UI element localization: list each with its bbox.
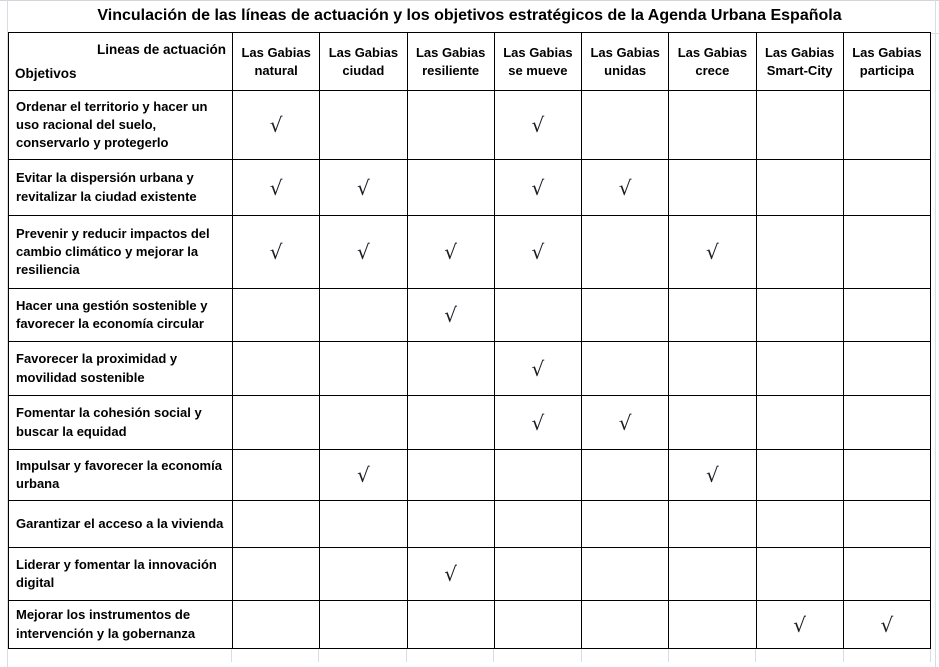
check-cell-empty — [407, 342, 494, 396]
check-cell-empty — [756, 91, 843, 160]
check-cell-checked — [233, 216, 320, 289]
check-cell-checked — [233, 160, 320, 216]
check-cell-checked — [320, 160, 407, 216]
column-header-unidas: Las Gabias unidas — [582, 33, 669, 91]
check-cell-empty — [407, 601, 494, 649]
table-row — [9, 548, 931, 601]
gridline-top — [0, 0, 939, 1]
objective-cell: Garantizar el acceso a la vivienda — [9, 501, 233, 548]
check-cell-empty — [320, 91, 407, 160]
check-cell-empty — [407, 396, 494, 450]
check-icon: √ — [706, 240, 719, 264]
gridline-extension-cell — [669, 649, 756, 662]
check-cell-empty — [320, 396, 407, 450]
check-cell-checked — [407, 289, 494, 342]
check-cell-empty — [407, 501, 494, 548]
check-cell-empty — [494, 548, 581, 601]
check-cell-empty — [843, 216, 930, 289]
check-cell-checked — [494, 216, 581, 289]
table-row — [9, 216, 931, 289]
check-cell-empty — [320, 289, 407, 342]
check-cell-empty — [582, 342, 669, 396]
check-cell-empty — [320, 342, 407, 396]
check-cell-empty — [407, 450, 494, 501]
check-cell-empty — [669, 548, 756, 601]
check-icon: √ — [269, 113, 283, 137]
check-cell-checked — [582, 160, 669, 216]
check-cell-empty — [320, 548, 407, 601]
column-header-se-mueve: Las Gabias se mueve — [494, 33, 581, 91]
objective-cell: Favorecer la proximidad y movilidad sostenible — [9, 342, 233, 396]
check-cell-checked — [233, 91, 320, 160]
check-cell-checked — [843, 601, 930, 649]
check-cell-checked — [669, 216, 756, 289]
check-cell-empty — [843, 501, 930, 548]
objective-cell: Prevenir y reducir impactos del cambio climático y mejorar la resiliencia — [9, 216, 233, 289]
check-cell-checked — [494, 91, 581, 160]
objective-cell: Liderar y fomentar la innovación digital — [9, 548, 233, 601]
check-cell-empty — [582, 91, 669, 160]
check-icon: √ — [793, 612, 806, 637]
check-cell-checked — [320, 450, 407, 501]
gridline-extension-cell — [494, 649, 581, 662]
check-icon: √ — [269, 175, 283, 200]
corner-header-cell — [9, 33, 233, 91]
check-cell-empty — [756, 548, 843, 601]
check-cell-empty — [320, 501, 407, 548]
check-cell-empty — [669, 396, 756, 450]
table-row — [9, 450, 931, 501]
check-icon: √ — [618, 175, 632, 200]
check-cell-empty — [494, 601, 581, 649]
column-header-natural: Las Gabias natural — [233, 33, 320, 91]
corner-bottom-label: Objetivos — [15, 65, 77, 81]
table-row — [9, 91, 931, 160]
check-cell-checked — [407, 216, 494, 289]
check-icon: √ — [880, 612, 894, 637]
page-title: Vinculación de las líneas de actuación y los objetivos estratégicos de la Agenda Urbana Española — [97, 7, 842, 24]
column-header-resiliente: Las Gabias resiliente — [407, 33, 494, 91]
check-cell-checked — [582, 396, 669, 450]
check-cell-empty — [233, 289, 320, 342]
check-cell-empty — [669, 160, 756, 216]
objective-cell: Evitar la dispersión urbana y revitalizar la ciudad existente — [9, 160, 233, 216]
objective-cell: Mejorar los instrumentos de intervención y la gobernanza — [9, 601, 233, 649]
gridline-extension-cell — [8, 649, 232, 662]
gridline-extension-cell — [582, 649, 669, 662]
check-cell-empty — [669, 601, 756, 649]
gridline-extension-cell — [319, 649, 406, 662]
check-cell-empty — [843, 396, 930, 450]
check-cell-empty — [756, 160, 843, 216]
check-icon: √ — [706, 463, 719, 487]
gridline-right — [935, 0, 936, 667]
table-row — [9, 501, 931, 548]
check-cell-empty — [843, 450, 930, 501]
objective-cell: Fomentar la cohesión social y buscar la equidad — [9, 396, 233, 450]
gridline-extension-cell — [756, 649, 843, 662]
vinculacion-table — [8, 32, 931, 649]
check-cell-empty — [756, 216, 843, 289]
check-cell-empty — [233, 342, 320, 396]
check-cell-empty — [233, 501, 320, 548]
column-header-crece: Las Gabias crece — [669, 33, 756, 91]
check-cell-empty — [407, 160, 494, 216]
check-icon: √ — [444, 303, 457, 327]
objective-cell: Impulsar y favorecer la economía urbana — [9, 450, 233, 501]
check-cell-empty — [582, 289, 669, 342]
check-cell-empty — [843, 342, 930, 396]
check-cell-empty — [494, 501, 581, 548]
check-icon: √ — [357, 175, 370, 200]
column-header-smart-city: Las Gabias Smart-City — [756, 33, 843, 91]
gridline-extension-cell — [407, 649, 494, 662]
check-cell-empty — [582, 601, 669, 649]
check-cell-checked — [494, 342, 581, 396]
check-cell-empty — [669, 501, 756, 548]
check-cell-empty — [843, 91, 930, 160]
table-row — [9, 601, 931, 649]
check-cell-checked — [494, 160, 581, 216]
gridline-left — [7, 0, 8, 667]
check-cell-empty — [582, 450, 669, 501]
column-header-ciudad: Las Gabias ciudad — [320, 33, 407, 91]
check-cell-empty — [843, 548, 930, 601]
gridline-title-bottom — [931, 33, 939, 34]
check-icon: √ — [357, 463, 370, 487]
check-cell-empty — [494, 450, 581, 501]
check-icon: √ — [531, 240, 545, 264]
check-cell-empty — [756, 289, 843, 342]
check-icon: √ — [444, 240, 457, 264]
column-header-participa: Las Gabias participa — [843, 33, 930, 91]
grid-extension — [8, 649, 931, 662]
table-row — [9, 160, 931, 216]
check-cell-empty — [669, 342, 756, 396]
check-cell-checked — [407, 548, 494, 601]
check-cell-checked — [756, 601, 843, 649]
check-icon: √ — [531, 356, 545, 381]
check-cell-empty — [582, 501, 669, 548]
check-cell-empty — [843, 289, 930, 342]
check-cell-empty — [756, 450, 843, 501]
check-cell-empty — [233, 601, 320, 649]
corner-top-label: Lineas de actuación — [96, 41, 226, 57]
check-icon: √ — [444, 562, 457, 586]
check-cell-empty — [756, 501, 843, 548]
check-icon: √ — [531, 175, 545, 200]
check-cell-empty — [233, 450, 320, 501]
check-cell-empty — [494, 289, 581, 342]
check-cell-empty — [320, 601, 407, 649]
gridline-extension-cell — [232, 649, 319, 662]
check-cell-checked — [669, 450, 756, 501]
check-cell-empty — [233, 396, 320, 450]
check-icon: √ — [357, 240, 370, 264]
check-cell-empty — [843, 160, 930, 216]
table-row — [9, 396, 931, 450]
check-cell-empty — [582, 548, 669, 601]
objective-cell: Ordenar el territorio y hacer un uso racional del suelo, conservarlo y protegerlo — [9, 91, 233, 160]
gridline-extension-cell — [844, 649, 931, 662]
check-cell-checked — [320, 216, 407, 289]
check-cell-empty — [582, 216, 669, 289]
check-icon: √ — [531, 410, 545, 435]
table-row — [9, 342, 931, 396]
check-icon: √ — [269, 240, 283, 264]
objective-cell: Hacer una gestión sostenible y favorecer la economía circular — [9, 289, 233, 342]
check-icon: √ — [531, 113, 545, 137]
check-icon: √ — [618, 410, 632, 435]
check-cell-empty — [756, 342, 843, 396]
header-row — [9, 33, 931, 91]
check-cell-empty — [407, 91, 494, 160]
check-cell-empty — [669, 289, 756, 342]
check-cell-empty — [233, 548, 320, 601]
check-cell-empty — [756, 396, 843, 450]
check-cell-empty — [669, 91, 756, 160]
table-row — [9, 289, 931, 342]
check-cell-checked — [494, 396, 581, 450]
